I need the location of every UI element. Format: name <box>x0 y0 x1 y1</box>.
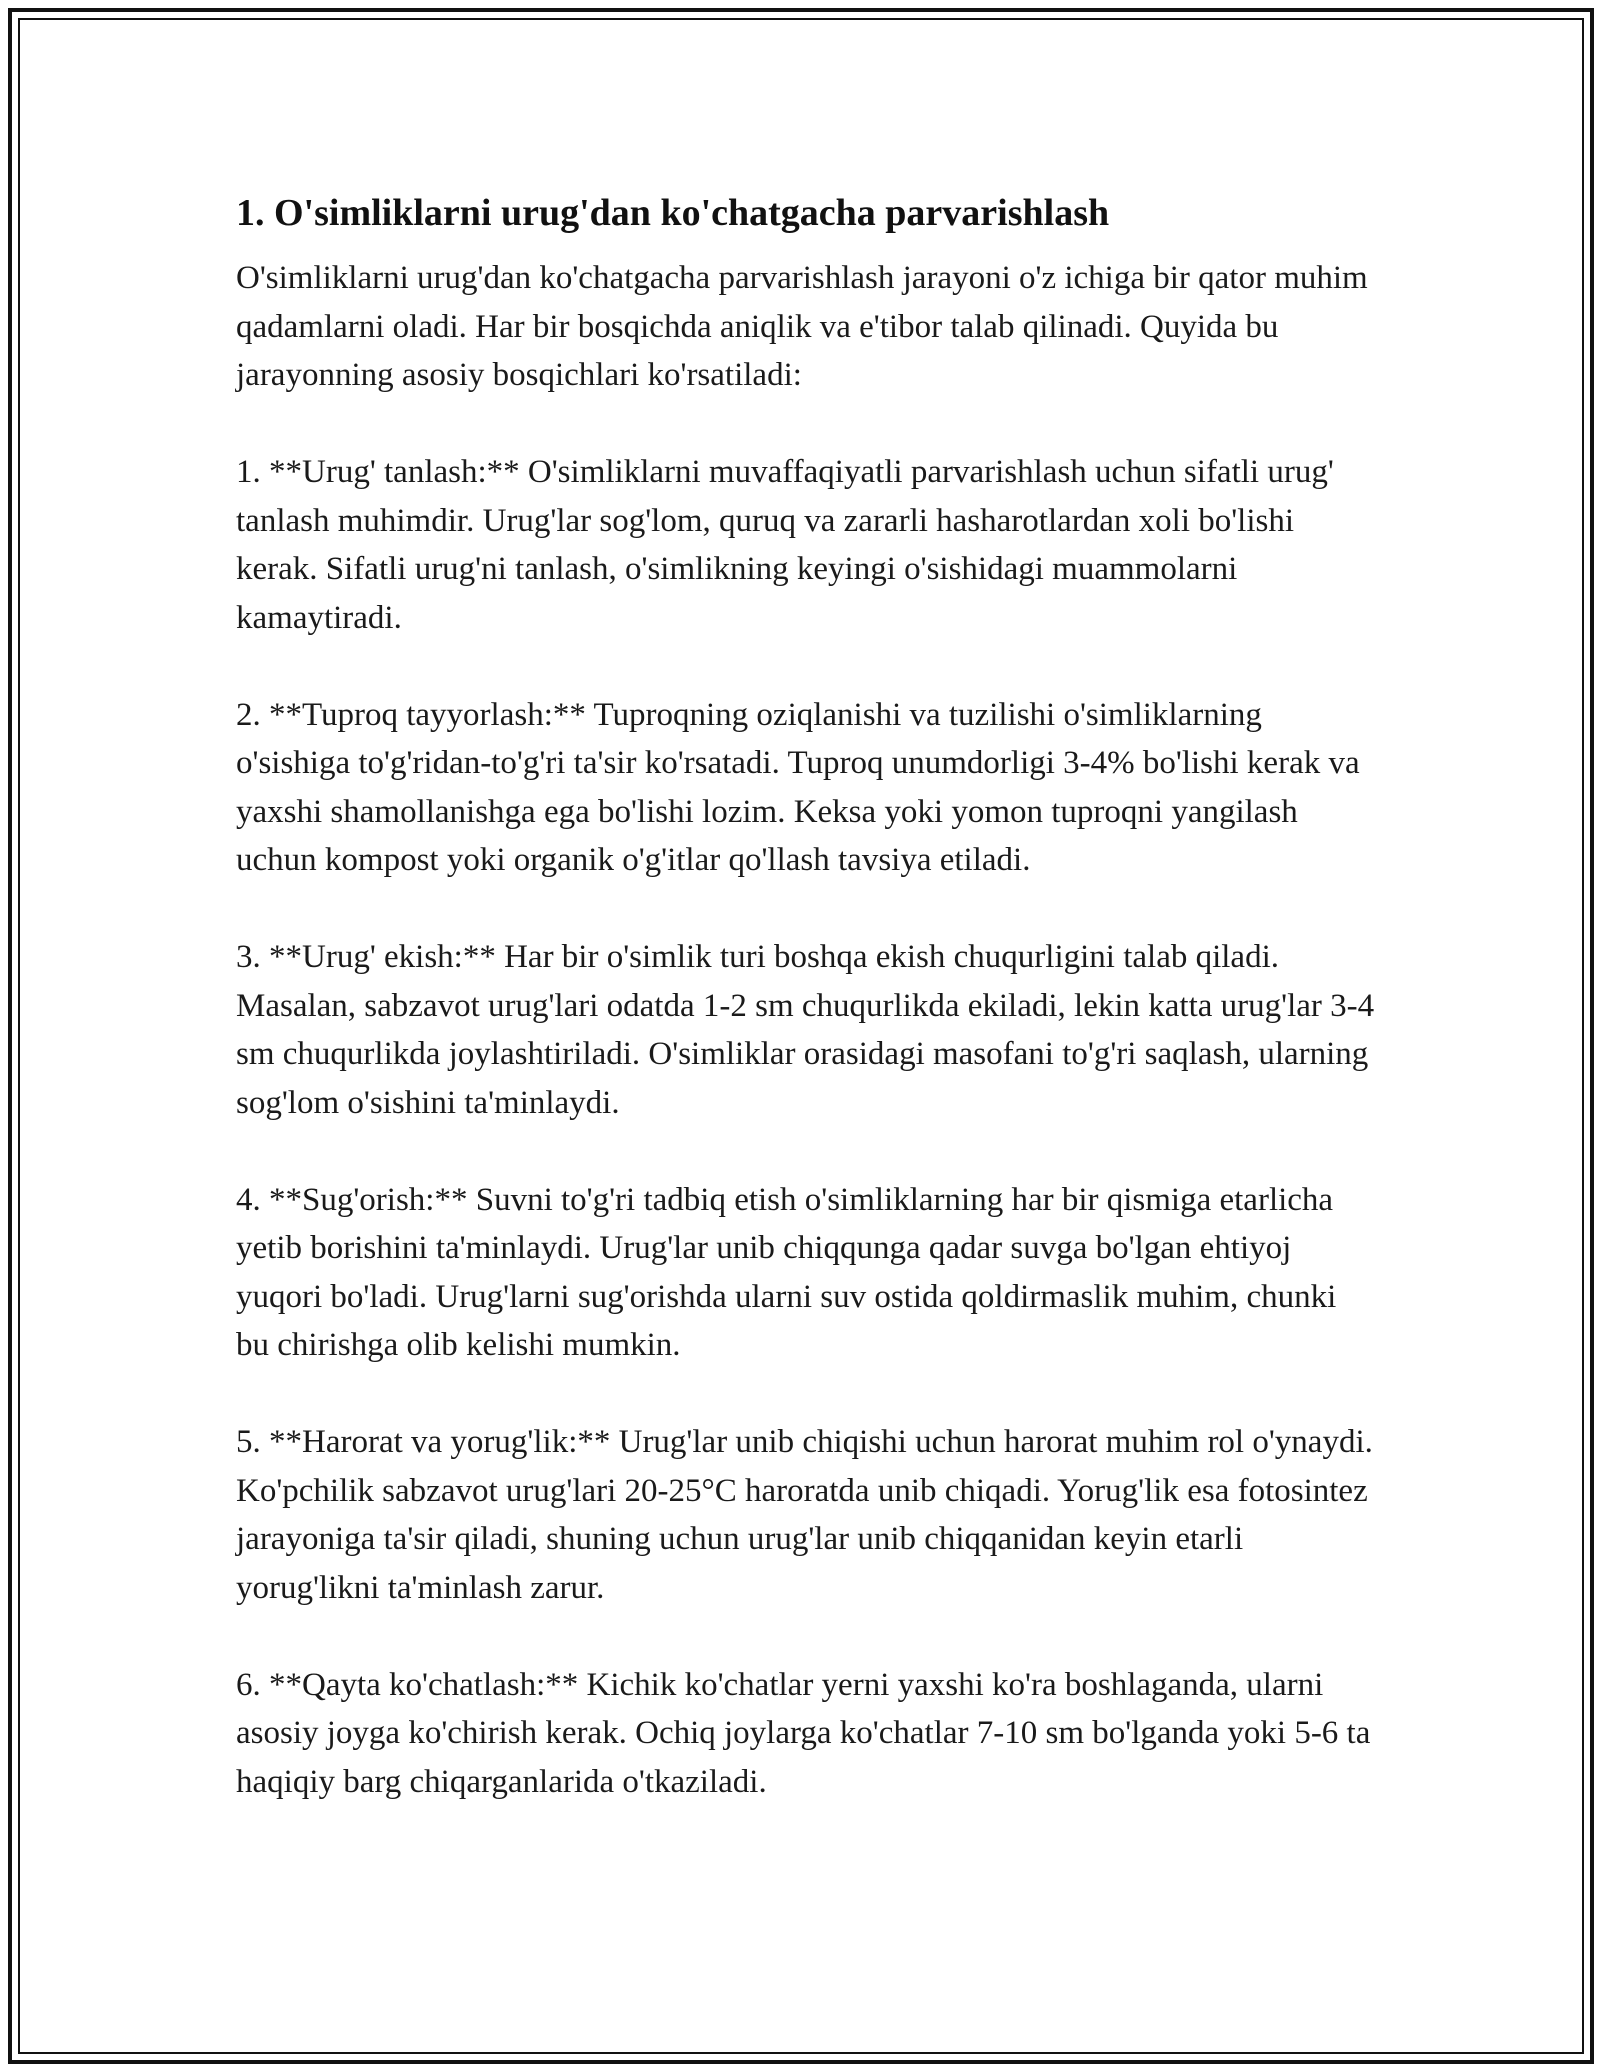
step-5-paragraph: 5. **Harorat va yorug'lik:** Urug'lar unib chiqishi uchun harorat muhim rol o'ynaydi. Ko'pchilik sabzavot urug'lari 20-25°C haroratda unib chiqadi. Yorug'lik esa fotosintez jarayoniga ta'sir qiladi, shuning uchun urug'lar unib chiqqanidan keyin etarli yorug'likni ta'minlash zarur. <box>236 1424 1373 1606</box>
step-1-paragraph: 1. **Urug' tanlash:** O'simliklarni muvaffaqiyatli parvarishlash uchun sifatli urug' tanlash muhimdir. Urug'lar sog'lom, quruq va zararli hasharotlardan xoli bo'lishi kerak. Sifatli urug'ni tanlash, o'simlikning keyingi o'sishidagi muammolarni kamaytiradi. <box>236 454 1334 636</box>
document-body <box>236 186 1376 1855</box>
step-3-paragraph: 3. **Urug' ekish:** Har bir o'simlik turi boshqa ekish chuqurligini talab qiladi. Masalan, sabzavot urug'lari odatda 1-2 sm chuqurlikda ekiladi, lekin katta urug'lar 3-4 sm chuqurlikda joylashtiriladi. O'simliklar orasidagi masofani to'g'ri saqlash, ularning sog'lom o'sishini ta'minlaydi. <box>236 939 1375 1121</box>
step-4-paragraph: 4. **Sug'orish:** Suvni to'g'ri tadbiq etish o'simliklarning har bir qismiga etarlicha yetib borishini ta'minlaydi. Urug'lar unib chiqqunga qadar suvga bo'lgan ehtiyoj yuqori bo'ladi. Urug'larni sug'orishda ularni suv ostida qoldirmaslik muhim, chunki bu chirishga olib kelishi mumkin. <box>236 1181 1337 1363</box>
intro-paragraph: O'simliklarni urug'dan ko'chatgacha parvarishlash jarayoni o'z ichiga bir qator muhim qadamlarni oladi. Har bir bosqichda aniqlik va e'tibor talab qilinadi. Quyida bu jarayonning asosiy bosqichlari ko'rsatiladi: <box>236 260 1368 393</box>
step-6-paragraph: 6. **Qayta ko'chatlash:** Kichik ko'chatlar yerni yaxshi ko'ra boshlaganda, ularni asosiy joyga ko'chirish kerak. Ochiq joylarga ko'chatlar 7-10 sm bo'lganda yoki 5-6 ta haqiqiy barg chiqarganlarida o'tkaziladi. <box>236 1666 1371 1800</box>
step-2-paragraph: 2. **Tuproq tayyorlash:** Tuproqning oziqlanishi va tuzilishi o'simliklarning o'sishiga to'g'ridan-to'g'ri ta'sir ko'rsatadi. Tuproq unumdorligi 3-4% bo'lishi kerak va yaxshi shamollanishga ega bo'lishi lozim. Keksa yoki yomon tuproqni yangilash uchun kompost yoki organik o'g'itlar qo'llash tavsiya etiladi. <box>236 696 1360 878</box>
document-title: 1. O'simliklarni urug'dan ko'chatgacha parvarishlash <box>236 192 1110 234</box>
